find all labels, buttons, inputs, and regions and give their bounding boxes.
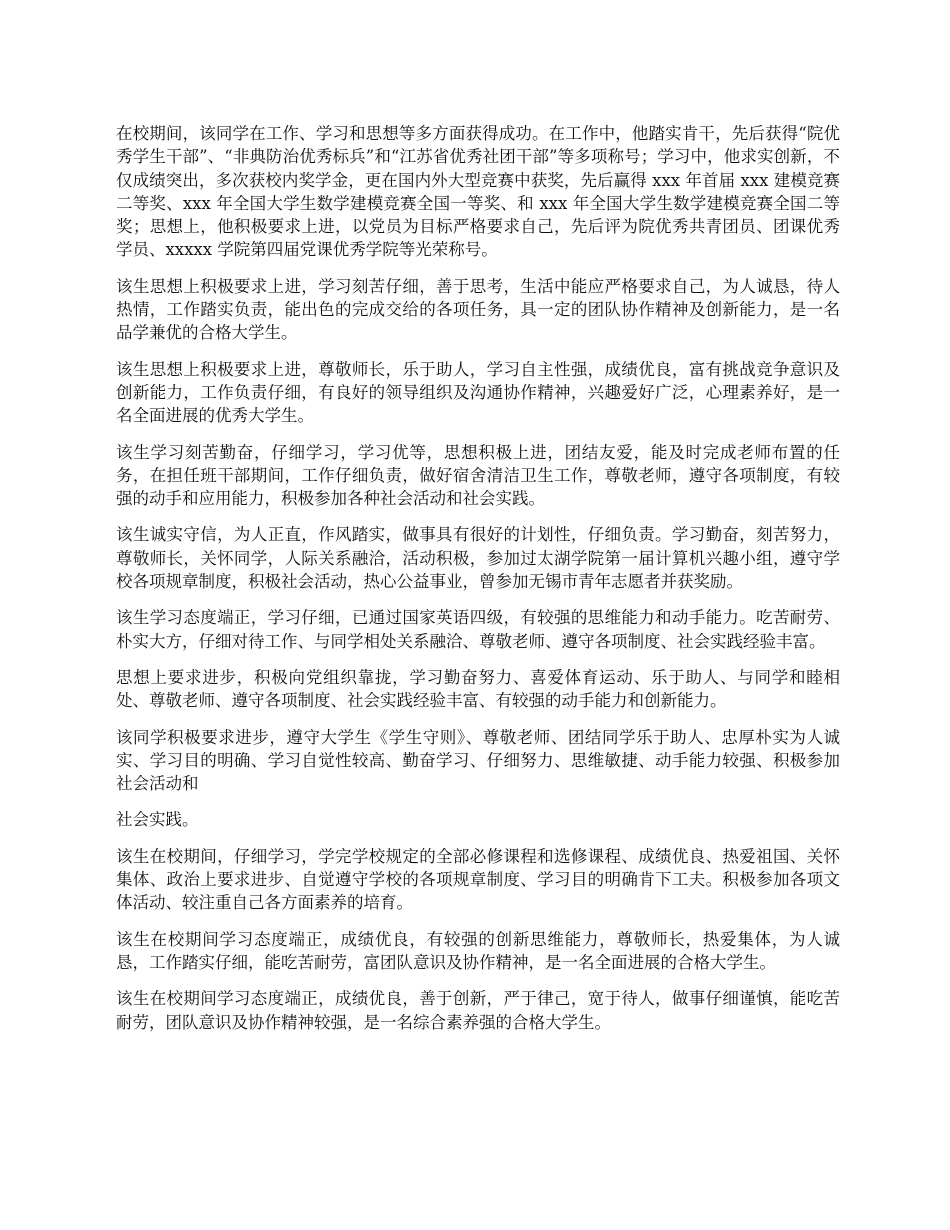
paragraph-5: 该生诚实守信，为人正直，作风踏实，做事具有很好的计划性，仔细负责。学习勤奋，刻苦努力，尊敬师长，关怀同学，人际关系融洽，活动积极，参加过太湖学院第一届计算机兴趣小组，遵守学校各项规章制度，积极社会活动，热心公益事业，曾参加无锡市青年志愿者并获奖励。 — [116, 525, 840, 592]
document-page — [116, 122, 840, 1047]
paragraph-10: 该生在校期间，仔细学习，学完学校规定的全部必修课程和选修课程、成绩优良、热爱祖国、关怀集体、政治上要求进步、自觉遵守学校的各项规章制度、学习目的明确肯下工夫。积极参加各项文体活动、较注重自己各方面素养的培育。 — [116, 846, 840, 913]
paragraph-4: 该生学习刻苦勤奋，仔细学习，学习优等，思想积极上进，团结友爱，能及时完成老师布置的任务，在担任班干部期间，工作仔细负责，做好宿舍清洁卫生工作，尊敬老师，遵守各项制度，有较强的动手和应用能力，积极参加各种社会活动和社会实践。 — [116, 442, 840, 509]
paragraph-1: 在校期间，该同学在工作、学习和思想等多方面获得成功。在工作中，他踏实肯干，先后获得“院优秀学生干部”、“非典防治优秀标兵”和“江苏省优秀社团干部”等多项称号；学习中，他求实创新，不仅成绩突出，多次获校内奖学金，更在国内外大型竞赛中获奖，先后赢得 xxx 年首届 xxx 建模竞赛二等奖、xxx 年全国大学生数学建模竞赛全国一等奖、和 xxx 年全国大学生数学建模竞赛全国二等奖；思想上，他积极要求上进，以党员为目标严格要求自己，先后评为院优秀共青团员、团课优秀学员、xxxxx 学院第四届党课优秀学院等光荣称号。 — [116, 124, 840, 260]
paragraph-11: 该生在校期间学习态度端正，成绩优良，有较强的创新思维能力，尊敬师长，热爱集体，为人诚恳，工作踏实仔细，能吃苦耐劳，富团队意识及协作精神，是一名全面进展的合格大学生。 — [116, 929, 840, 972]
paragraph-9: 社会实践。 — [116, 810, 199, 830]
paragraph-7: 思想上要求进步，积极向党组织靠拢，学习勤奋努力、喜爱体育运动、乐于助人、与同学和睦相处、尊敬老师、遵守各项制度、社会实践经验丰富、有较强的动手能力和创新能力。 — [116, 667, 840, 711]
paragraph-6: 该生学习态度端正，学习仔细，已通过国家英语四级，有较强的思维能力和动手能力。吃苦耐劳、朴实大方，仔细对待工作、与同学相处关系融洽、尊敬老师、遵守各项制度、社会实践经验丰富。 — [116, 608, 840, 651]
paragraph-3: 该生思想上积极要求上进，尊敬师长，乐于助人，学习自主性强，成绩优良，富有挑战竞争意识及创新能力，工作负责仔细，有良好的领导组织及沟通协作精神，兴趣爱好广泛，心理素养好，是一名全面进展的优秀大学生。 — [116, 359, 840, 426]
paragraph-8: 该同学积极要求进步，遵守大学生《学生守则》、尊敬老师、团结同学乐于助人、忠厚朴实为人诚实、学习目的明确、学习自觉性较高、勤奋学习、仔细努力、思维敏捷、动手能力较强、积极参加社会活动和 — [116, 727, 840, 794]
paragraph-12: 该生在校期间学习态度端正，成绩优良，善于创新，严于律己，宽于待人，做事仔细谨慎，能吃苦耐劳，团队意识及协作精神较强，是一名综合素养强的合格大学生。 — [116, 989, 840, 1032]
paragraph-2: 该生思想上积极要求上进，学习刻苦仔细，善于思考，生活中能应严格要求自己，为人诚恳，待人热情，工作踏实负责，能出色的完成交给的各项任务，具一定的团队协作精神及创新能力，是一名品学兼优的合格大学生。 — [116, 276, 840, 343]
